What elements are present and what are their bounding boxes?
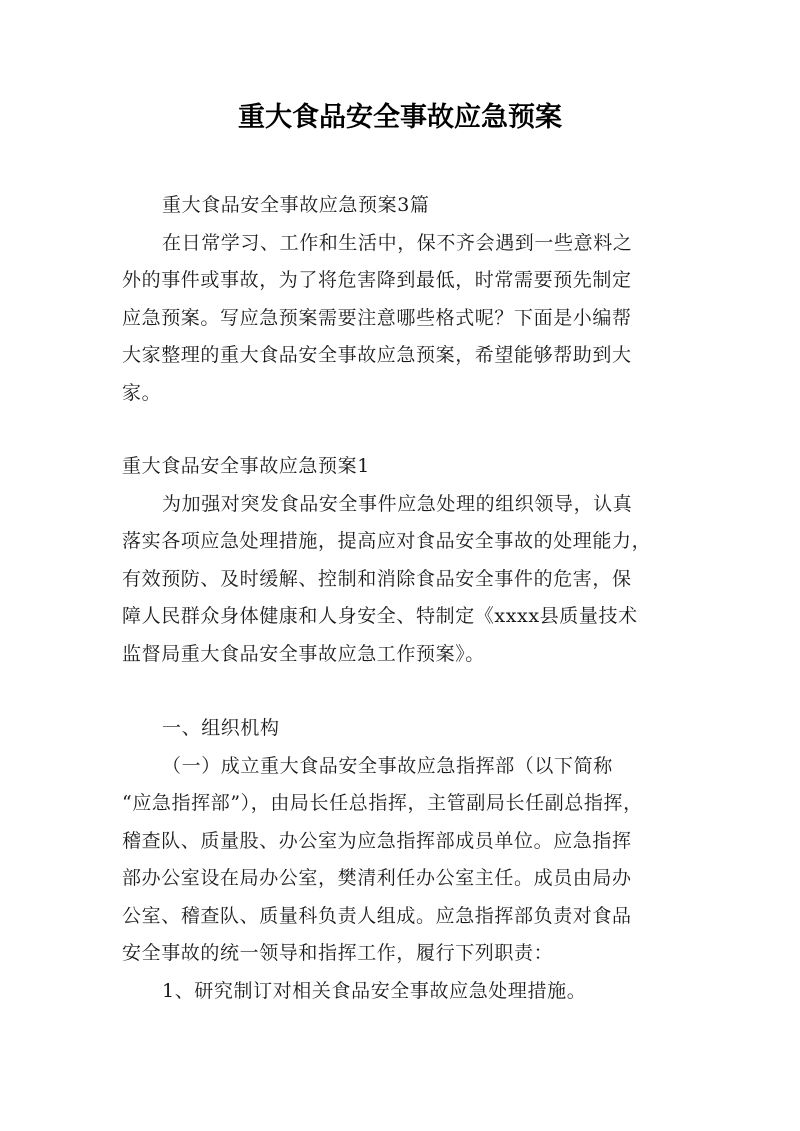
section1-heading: 重大食品安全事故应急预案1 <box>122 455 370 477</box>
intro-line: 家。 <box>122 381 162 404</box>
intro-line: 在日常学习、工作和生活中，保不齐会遇到一些意料之 <box>162 231 633 254</box>
intro-line: 大家整理的重大食品安全事故应急预案，希望能够帮助到大 <box>122 344 632 366</box>
section1-line: 监督局重大食品安全事故应急工作预案》。 <box>122 642 485 665</box>
part1-line: 安全事故的统一领导和指挥工作，履行下列职责： <box>122 942 554 964</box>
part1-block <box>122 710 682 1010</box>
part1-line: 部办公室设在局办公室，樊清利任办公室主任。成员由局办 <box>122 867 632 889</box>
list-item-1: 1、研究制订对相关食品安全事故应急处理措施。 <box>162 979 587 1002</box>
intro-block <box>122 187 682 412</box>
section1-block <box>122 448 682 673</box>
section1-line: 落实各项应急处理措施，提高应对食品安全事故的处理能力， <box>122 530 652 552</box>
section1-line: 有效预防、及时缓解、控制和消除食品安全事件的危害，保 <box>122 567 632 590</box>
document-title: 重大食品安全事故应急预案 <box>238 102 562 133</box>
document-subtitle: 重大食品安全事故应急预案3篇 <box>162 194 430 216</box>
intro-line: 应急预案。写应急预案需要注意哪些格式呢？下面是小编帮 <box>122 306 632 329</box>
section1-line: 障人民群众身体健康和人身安全、特制定《xxxx县质量技术 <box>122 605 638 627</box>
section1-line: 为加强对突发食品安全事件应急处理的组织领导，认真 <box>162 492 633 515</box>
intro-line: 外的事件或事故，为了将危害降到最低，时常需要预先制定 <box>122 269 632 291</box>
part1-line: （一）成立重大食品安全事故应急指挥部（以下简称 <box>162 754 613 777</box>
part1-line: 稽查队、质量股、办公室为应急指挥部成员单位。应急指挥 <box>122 829 632 852</box>
part1-line: 公室、稽查队、质量科负责人组成。应急指挥部负责对食品 <box>122 904 632 927</box>
part1-line: “应急指挥部”），由局长任总指挥，主管副局长任副总指挥， <box>122 792 643 814</box>
part1-heading: 一、组织机构 <box>162 717 280 739</box>
